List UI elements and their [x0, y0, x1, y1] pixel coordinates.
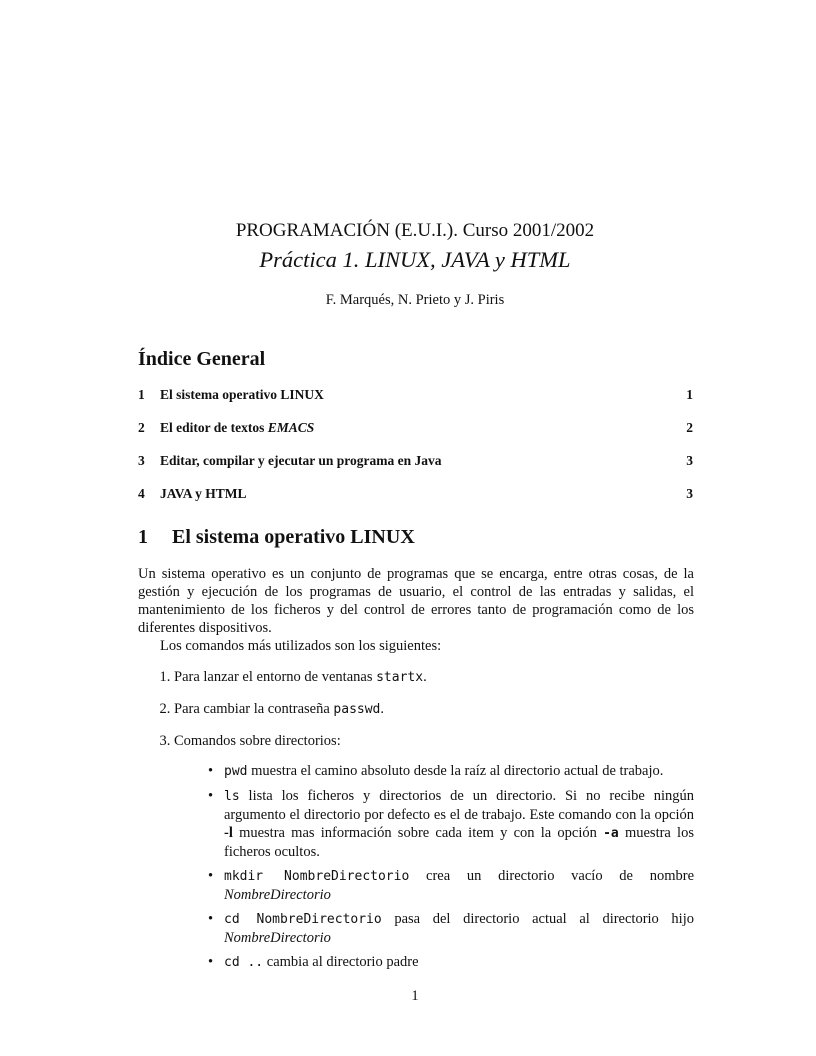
directory-command-list [174, 762, 694, 972]
toc-entry[interactable] [138, 453, 693, 486]
toc-entry-number: 1 [138, 387, 145, 402]
bullet-icon: • [208, 763, 214, 779]
toc-entry-title [160, 486, 673, 519]
command-code: startx [376, 670, 424, 685]
toc-heading: Índice General [138, 348, 266, 370]
list-item [174, 732, 694, 972]
list-item-text: Para lanzar el entorno de ventanas [174, 669, 377, 685]
sub-list-item [206, 867, 694, 904]
toc-entry-number: 2 [138, 420, 145, 435]
section-body [138, 565, 694, 985]
bullet-icon: • [208, 788, 214, 804]
sub-item-text: muestra el camino absoluto desde la raíz al directorio actual de trabajo. [247, 763, 664, 779]
course-title: PROGRAMACIÓN (E.U.I.). Curso 2001/2002 [235, 220, 595, 241]
bullet-icon: • [208, 868, 214, 884]
toc-entry-title-emphasis: EMACS [267, 420, 315, 435]
argument-name: NombreDirectorio [224, 930, 331, 946]
toc-entry[interactable] [138, 387, 693, 420]
sub-list-item [206, 762, 694, 781]
bullet-icon: • [208, 911, 214, 927]
sub-item-text: pasa del directorio actual al directorio hijo [381, 911, 694, 927]
sub-item-text: cambia al directorio padre [263, 954, 419, 970]
toc-entry-title-text: El editor de textos [160, 420, 268, 435]
sub-item-text: crea un directorio vacío de nombre [409, 868, 695, 884]
command-code: cd NombreDirectorio [224, 912, 382, 927]
command-code: pwd [224, 764, 248, 779]
paragraph: Los comandos más utilizados son los siguientes: [160, 638, 442, 654]
list-item-text: Comandos sobre directorios: [174, 733, 341, 749]
toc-entry-page: 3 [686, 453, 693, 468]
list-item-punct: . [380, 701, 385, 717]
sub-list-item [206, 953, 694, 972]
toc-entry-title-text: Editar, compilar y ejecutar un programa en Java [160, 453, 442, 468]
sub-list-item [206, 910, 694, 947]
option-flag: -l [224, 825, 233, 841]
toc-entry-page: 2 [686, 420, 693, 435]
toc-entry-number: 3 [138, 453, 145, 468]
sub-item-text: lista los ficheros y directorios de un directorio. Si no recibe ningún argumento el directorio por defecto es el de trabajo. Este comando con la opción [224, 788, 694, 823]
list-item-text: Para cambiar la contraseña [174, 701, 334, 717]
toc-entry-title-text: El sistema operativo LINUX [160, 387, 324, 402]
toc-entry[interactable] [138, 486, 693, 519]
list-item-punct: . [423, 669, 427, 685]
page-number: 1 [411, 988, 419, 1004]
command-code: cd .. [224, 955, 264, 970]
toc-entry-title [160, 453, 673, 486]
command-code: passwd [333, 702, 381, 717]
toc-entry-title [160, 420, 673, 453]
sub-list-item [206, 787, 694, 861]
paragraph: Un sistema operativo es un conjunto de programas que se encarga, entre otras cosas, de la gestión y ejecución de los programas de usuario, el control de las entradas y salidas, el mantenimiento de los ficheros y del control de errores tanto de programación como de los diferentes dispositivos. [138, 566, 694, 636]
section-title: El sistema operativo LINUX [172, 526, 415, 548]
table-of-contents [138, 387, 693, 519]
toc-entry-page: 1 [686, 387, 693, 402]
list-item [174, 700, 694, 719]
command-code: mkdir NombreDirectorio [224, 869, 410, 884]
command-list [138, 668, 694, 972]
sub-item-text: muestra mas información sobre cada item y con la opción [232, 825, 604, 841]
argument-name: NombreDirectorio [224, 887, 331, 903]
toc-entry-title [160, 387, 673, 420]
toc-entry-page: 3 [686, 486, 693, 501]
toc-entry-title-text: JAVA y HTML [160, 486, 247, 501]
authors: F. Marqués, N. Prieto y J. Piris [325, 292, 505, 308]
practice-title: Práctica 1. LINUX, JAVA y HTML [259, 247, 571, 272]
option-flag: -a [603, 826, 619, 841]
list-item [174, 668, 694, 687]
section-number: 1 [138, 526, 148, 548]
toc-entry-number: 4 [138, 486, 145, 501]
bullet-icon: • [208, 954, 214, 970]
command-code: ls [224, 789, 240, 804]
title-block [0, 218, 816, 275]
sub-item-text: muestra los ficheros ocultos. [224, 825, 694, 860]
toc-entry[interactable] [138, 420, 693, 453]
section-heading [138, 526, 415, 549]
